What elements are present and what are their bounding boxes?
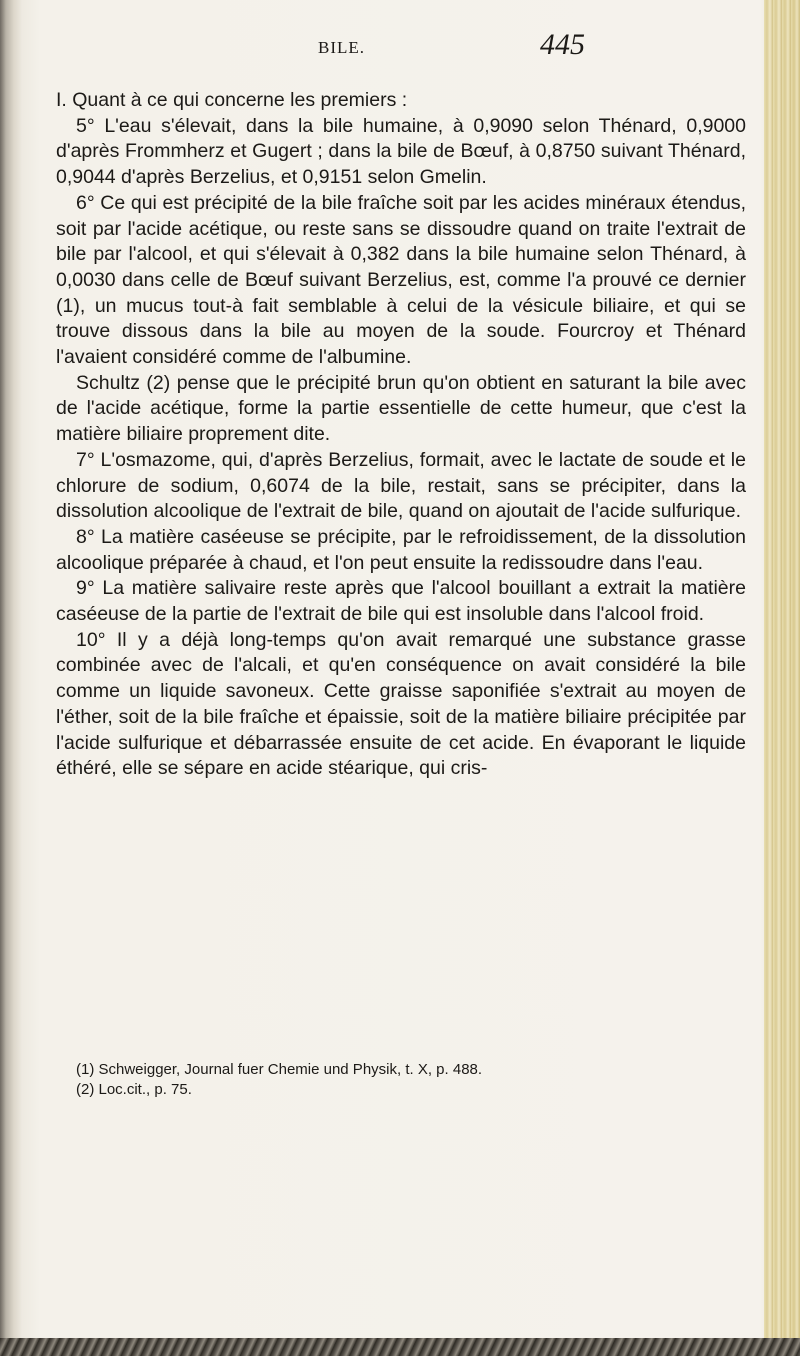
paragraph-8: 8° La matière caséeuse se précipite, par le refroidissement, de la dissolution alcoolique préparée à chaud, et l'on peut ensuite la redissoudre dans l'eau. — [56, 525, 746, 574]
footnote-2: (2) Loc.cit., p. 75. — [76, 1081, 192, 1098]
paragraph-5: 5° L'eau s'élevait, dans la bile humaine, à 0,9090 selon Thénard, 0,9000 d'après Frommherz et Gugert ; dans la bile de Bœuf, à 0,8750 suivant Thénard, 0,9044 d'après Berzelius, et 0,9151 selon Gmelin. — [56, 114, 746, 189]
running-title: BILE. — [318, 38, 366, 57]
footnote-1: (1) Schweigger, Journal fuer Chemie und Physik, t. X, p. 488. — [76, 1061, 483, 1078]
paragraph-intro: I. Quant à ce qui concerne les premiers : — [56, 89, 408, 111]
paragraph-10: 10° Il y a déjà long-temps qu'on avait remarqué une substance grasse combinée avec de l'alcali, et qu'en conséquence on avait considéré la bile comme un liquide savoneux. Cette graisse saponifiée s'extrait au moyen de l'éther, soit de la bile fraîche et épaissie, soit de la matière biliaire précipitée par l'acide sulfurique et débarrassée ensuite de cet acide. En évaporant le liquide éthéré, elle se sépare en acide stéarique, qui cris- — [56, 628, 746, 780]
page-header — [0, 20, 800, 80]
page-number: 445 — [540, 28, 585, 61]
page-edge-right — [764, 0, 800, 1356]
paragraph-6: 6° Ce qui est précipité de la bile fraîche soit par les acides minéraux étendus, soit par l'acide acétique, ou reste sans se dissoudre quand on traite l'extrait de bile par l'alcool, et qui s'élevait à 0,382 dans la bile humaine selon Thénard, à 0,0030 dans celle de Bœuf suivant Berzelius, est, comme l'a prouvé ce dernier (1), un mucus tout-à fait semblable à celui de la vésicule biliaire, et qui se trouve dissous dans la bile au moyen de la soude. Fourcroy et Thénard l'avaient considéré comme de l'albumine. — [56, 191, 746, 369]
paragraph-7: 7° L'osmazome, qui, d'après Berzelius, formait, avec le lactate de soude et le chlorure de sodium, 0,6074 de la bile, restait, sans se précipiter, dans la dissolution alcoolique de l'extrait de bile, quand on ajoutait de l'acide sulfurique. — [56, 448, 746, 523]
footnotes — [56, 1060, 746, 1100]
binding-gutter — [0, 0, 22, 1356]
body-text — [56, 88, 746, 782]
page-edge-bottom — [0, 1338, 800, 1356]
paragraph-9: 9° La matière salivaire reste après que l'alcool bouillant a extrait la matière caséeuse de la partie de l'extrait de bile qui est insoluble dans l'alcool froid. — [56, 577, 746, 626]
paragraph-schultz: Schultz (2) pense que le précipité brun qu'on obtient en saturant la bile avec de l'acide acétique, forme la partie essentielle de cette humeur, que c'est la matière biliaire proprement dite. — [56, 371, 746, 446]
